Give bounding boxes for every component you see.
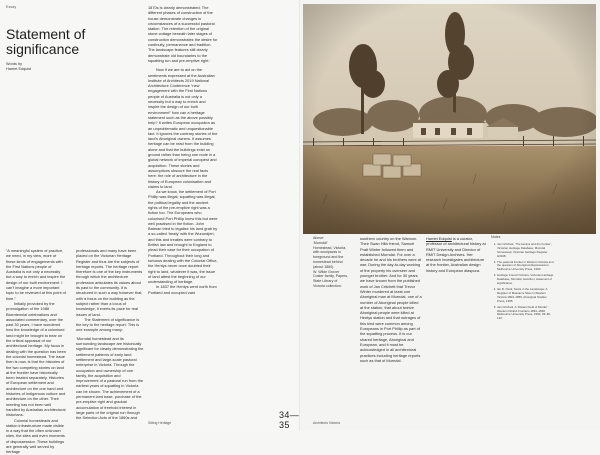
author-bio: [426, 236, 488, 273]
byline-label: Words by: [6, 62, 22, 66]
notes-list: [491, 243, 555, 321]
caption-line: Victoria collection.: [313, 283, 342, 288]
paragraph: Colonial homesteads and station infrastructure made visible in a way that the often unknown sites, the sites and even moments of dispossession. These buildings are generally well served by heritage: [6, 417, 65, 455]
caption-line: W. Wilde Grover: [313, 269, 340, 274]
footer-publication-name: Architects Victoria: [313, 421, 341, 425]
paragraph: professionals and many have been placed on the Victorian Heritage Register and thus are the subjects of heritage reports. The heritage report therefore is one of the key instruments through which the architecture profession articulates its values about its past to the community. It is structured in such a way however that, with a focus on the building as the subject rather than a locus of knowledge, it exerts its pace for real issues of land.: [76, 248, 143, 317]
caption-line: with woolpacks in: [313, 250, 341, 255]
heritage-quote-continued: 1870s is clearly demonstrated. The different phases of construction of the house demonstrate changes in circumstances of a successful pastoral station. The retention of the original stone cottage beneath later stages of construction demonstrates the desire for continuity, permanence and tradition. The landscape features still clearly demonstrate old boundaries to the squatting run and pre-emptive right.’: [148, 5, 218, 63]
page-numbers: 34—35: [279, 410, 300, 430]
note-item: 5. Jan Critchett, A ‘Distant Field of Murder’: Western District Frontiers 1834–1848, Melbourne University Press, 1990, 93–96, 132.: [497, 306, 555, 322]
pull-quote: “A meaningful system of practice, we need, in my view, more of these kinds of engagements with the First Nations people of Australia is not only a necessity but a way to enrich and inspire the design of our built environment. I can’t imagine a more important topic to be reviewed at this point of time.”: [6, 248, 66, 301]
bio-text: is a curator, professor of architectural history at RMIT University and Director of RMIT Design Archives. Her research investigates architecture at the frontier, Australian design history and European diaspora.: [426, 236, 486, 273]
note-item: 4. Ian D. Clark, Scars in the Landscape: A Register of Massacre Sites in Western Victoria 1803–1859, Aboriginal Studies Press, 1995.: [497, 288, 555, 304]
paragraph: Now if we are to act on the sentiments expressed at the Australian Institute of Architects 2019 National Architecture Conference “new engagement with the First Nations people of Australia is not only a necessity but a way to enrich and inspire the design of our built environment” how can a heritage statement such as the above possibly help? It writes European occupation as an unproblematic and unquestionable fact. It ignores the contrary stories of the land’s Aboriginal owners. It assumes heritage can be read from the building alone and that the buildings exist on ground rather than being one node in a global network of imperial conquest and acquisition. These stories and assumptions obscure the real facts here: the role of architecture in the history of European colonisation and claims to land.: [148, 67, 218, 189]
article-title: Statement of significance: [6, 26, 86, 57]
caption-title: Above:: [313, 236, 325, 240]
paragraph: southern country on the Wannon. Their Swan Hills friend, Samuel Pratt Winter followed them and established Murndal. For over a decade he and his brothers were at war. During the day-to-day working of the property his overseer and younger brother. And for 30 years we have known from the published work of Jan Critchett that Trevor Winter murdered at least one Aboriginal man at Murndal, one of a number of Aboriginal people killed at the station, that about twelve Aboriginal people were killed at Hentys station and that outrages of this kind were common among Europeans in Port Phillip as part of the squatting process. It is our shared heritage, Aboriginal and European, and it must be acknowledged in all architectural practices including heritage reports such as that of Murndal.: [360, 236, 422, 363]
sepia-photo: [303, 4, 596, 234]
homestead-photograph: [303, 4, 596, 234]
note-item: 1. Jan Critchett, ‘The Hentys and the frontier’, Victorian Heritage Database, Murndal homestead, Victorian Heritage Register H0348.: [497, 243, 555, 259]
caption-line: homestead behind: [313, 259, 343, 264]
caption-line: Coster family, Papers,: [313, 274, 349, 279]
right-page: [300, 0, 600, 431]
caption-line: ‘Murndal’: [313, 240, 328, 245]
heritage-quote: ‘Murndal homestead and its surrounding landscape are historically significant for clearly demonstrating the settlement patterns of early land settlement and large-scale pastoral enterprise in Victoria. Through the occupation and ownership of one family, the acquisition and improvement of a pastoral run from the earliest years of squatting in Victoria can be shown. The achievement of a permanent land base, purchase of the pre-emptive right and gradual accumulation of freehold interest in large parts of the original run through the Selection Acts of the 1860s and: [76, 335, 144, 421]
footer-section-name: Sitting Heritage: [148, 421, 172, 425]
caption-line: foreground and the: [313, 255, 344, 260]
running-head: Essay: [6, 5, 17, 9]
paragraph: As we know, the settlement of Port Phillip was illegal; squatting was illegal; the political legality and the ancient rights of the pre-emptive right was a fiction too. The Europeans who colonised Port Phillip knew this but were well practised in the fiction. John Batman tried to legalise his land grab by a so-called ‘treaty’ with the Wurundjeri, and this and treaties were contrary to British law and brought to England to plead their case for their occupation of Portland. Throughout their long and tortuous dealing with the Colonial Office, the Hentys never once doubted their right to land, whatever it was, the issue of land attest the beginning of our understanding of heritage.: [148, 189, 218, 285]
byline-author: Harriet Edquist: [6, 67, 32, 71]
notes-heading: Notes: [491, 235, 501, 239]
paragraph: Initially provoked by the promulgation of the 1988 Bicentennial celebrations and associated commentary, over the past 30 years, I have wondered how the knowledge of a colonised land might be brought to bear on the critical appraisal of our architectural heritage. My focus in dealing with the question has been the colonial homestead. The issue then is now, is that the histories of the two competing stories on land at the frontier have historically been treated separately. Histories of European settlement and architecture on the one hand and histories of Indigenous culture and architecture on the other. Their meeting has not been well handled by Australian architectural historians.: [6, 300, 66, 418]
note-item: 2. The pastoral frontier in Western Victoria and the question of Aboriginal dispossession, Melbourne University Press, 1990.: [497, 261, 555, 273]
caption-line: (about 1860).: [313, 264, 335, 269]
body-column-2: [76, 248, 144, 421]
body-column-3: [148, 5, 218, 295]
notes-column: [491, 236, 555, 323]
body-column-right-2: [426, 236, 488, 273]
note-item: 3. Heritage Council Victoria, Victorian Heritage Database, Murndal, Hamilton; statement of significance.: [497, 274, 555, 286]
caption-line: Homestead, Victoria,: [313, 245, 347, 250]
body-column-1: [6, 248, 66, 455]
caption-line: State Library of: [313, 279, 338, 284]
body-column-right-1: [360, 236, 422, 363]
photo-caption: [313, 236, 355, 289]
paragraph: The Statement of significance is the key to the heritage report. This is one example among many:: [76, 316, 140, 333]
bio-author-name: Harriet Edquist: [426, 236, 452, 241]
paragraph: In 1837 the Hentys went north from Portland and occupied vast: [148, 284, 217, 295]
